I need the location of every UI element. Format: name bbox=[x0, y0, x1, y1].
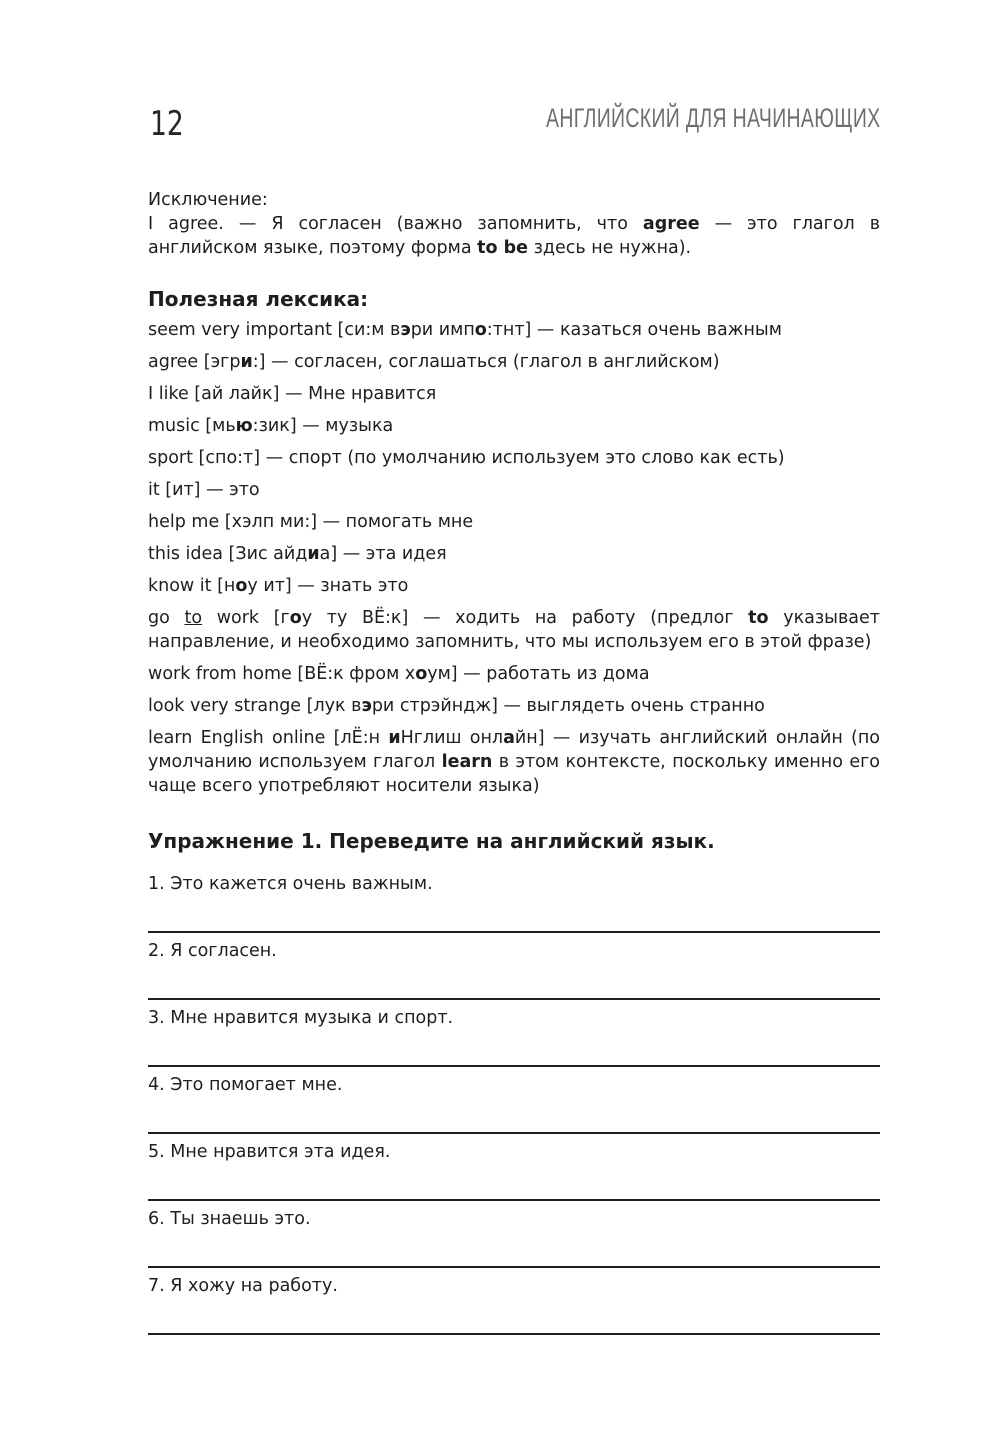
vocabulary-item bbox=[148, 542, 880, 566]
vocab-text: look very strange [лук в bbox=[148, 696, 362, 716]
vocabulary-item bbox=[148, 574, 880, 598]
page-header bbox=[150, 102, 880, 146]
vocab-text: йн] — изучать английский онлайн (по умолчанию используем глагол bbox=[148, 728, 881, 772]
exception-bold-agree: agree bbox=[642, 214, 700, 234]
exception-bold-to-be: to be bbox=[477, 238, 528, 258]
vocabulary-item bbox=[148, 694, 880, 718]
vocabulary-item bbox=[148, 382, 880, 406]
vocab-bold-word: learn bbox=[441, 752, 493, 772]
vocab-text: music [мь bbox=[148, 416, 236, 436]
page-content bbox=[148, 188, 880, 1335]
vocab-text: ум] — работать из дома bbox=[427, 664, 650, 684]
vocab-stress: и bbox=[388, 728, 401, 748]
exercise-item bbox=[148, 1134, 880, 1201]
vocab-stress: э bbox=[361, 696, 372, 716]
exercise-list bbox=[148, 866, 880, 1335]
vocab-text: ри стрэйндж] — выглядеть очень странно bbox=[371, 696, 765, 716]
vocab-stress: а bbox=[503, 728, 515, 748]
exception-text-2: — это глагол в английском языке, поэтому форма bbox=[148, 214, 881, 258]
vocab-text: work [г bbox=[202, 608, 290, 628]
exercise-item bbox=[148, 1000, 880, 1067]
exercise-prompt: 1. Это кажется очень важным. bbox=[148, 874, 433, 894]
vocab-stress: и bbox=[240, 352, 253, 372]
vocab-stress: э bbox=[400, 320, 411, 340]
vocab-text: seem very important [си:м в bbox=[148, 320, 401, 340]
answer-line[interactable] bbox=[148, 1333, 880, 1335]
exercise-prompt: 5. Мне нравится эта идея. bbox=[148, 1142, 391, 1162]
exercise-prompt: 6. Ты знаешь это. bbox=[148, 1209, 311, 1229]
vocab-text: this idea [Зис айд bbox=[148, 544, 308, 564]
exercise-item bbox=[148, 933, 880, 1000]
vocab-text: it [ит] — это bbox=[148, 480, 260, 500]
exercise-heading: Упражнение 1. Переведите на английский язык. bbox=[148, 829, 715, 853]
vocab-text: :тнт] — казаться очень важным bbox=[486, 320, 782, 340]
vocab-text: у ит] — знать это bbox=[247, 576, 409, 596]
vocab-text: go bbox=[148, 608, 185, 628]
vocabulary-heading: Полезная лексика: bbox=[148, 287, 369, 311]
vocab-text: sport [спо:т] — спорт (по умолчанию используем это слово как есть) bbox=[148, 448, 785, 468]
exercise-item bbox=[148, 866, 880, 933]
vocab-bold-word: to bbox=[748, 608, 769, 628]
vocabulary-item bbox=[148, 414, 880, 438]
vocab-underlined: to bbox=[184, 608, 203, 628]
vocab-stress: ю bbox=[235, 416, 253, 436]
exercise-item bbox=[148, 1268, 880, 1335]
vocabulary-list bbox=[148, 318, 880, 798]
vocabulary-item bbox=[148, 662, 880, 686]
vocab-text: work from home [ВЁ:к фром х bbox=[148, 664, 416, 684]
exercise-prompt: 2. Я согласен. bbox=[148, 941, 277, 961]
running-title: АНГЛИЙСКИЙ ДЛЯ НАЧИНАЮЩИХ bbox=[545, 103, 880, 133]
vocabulary-item bbox=[148, 606, 880, 654]
vocab-stress: и bbox=[307, 544, 320, 564]
vocab-stress: о bbox=[474, 320, 487, 340]
vocab-text: :] — согласен, соглашаться (глагол в английском) bbox=[252, 352, 720, 372]
vocab-stress: о bbox=[415, 664, 428, 684]
vocabulary-item bbox=[148, 478, 880, 502]
page-number: 12 bbox=[150, 104, 184, 144]
vocabulary-item bbox=[148, 446, 880, 470]
exercise-prompt: 7. Я хожу на работу. bbox=[148, 1276, 338, 1296]
exception-text-1: I agree. — Я согласен (важно запомнить, что bbox=[148, 214, 643, 234]
vocabulary-item bbox=[148, 726, 880, 798]
vocab-text: learn English online [лЁ:н bbox=[148, 728, 389, 748]
vocab-text: help me [хэлп ми:] — помогать мне bbox=[148, 512, 474, 532]
exception-text-3: здесь не нужна). bbox=[528, 238, 692, 258]
exercise-prompt: 4. Это помогает мне. bbox=[148, 1075, 343, 1095]
vocab-text: у ту ВЁ:к] — ходить на работу (предлог bbox=[301, 608, 749, 628]
vocabulary-item bbox=[148, 318, 880, 342]
vocab-text: в этом контексте, поскольку именно его чаще всего употребляют носители языка) bbox=[148, 752, 880, 796]
vocabulary-item bbox=[148, 350, 880, 374]
exercise-prompt: 3. Мне нравится музыка и спорт. bbox=[148, 1008, 454, 1028]
vocab-text: ри имп bbox=[410, 320, 475, 340]
vocab-text: know it [н bbox=[148, 576, 236, 596]
exercise-item bbox=[148, 1201, 880, 1268]
vocabulary-item bbox=[148, 510, 880, 534]
vocab-text: указывает направление, и необходимо запомнить, что мы используем его в этой фразе) bbox=[148, 608, 880, 652]
vocab-stress: о bbox=[289, 608, 302, 628]
exercise-item bbox=[148, 1067, 880, 1134]
vocab-text: Нглиш онл bbox=[400, 728, 504, 748]
vocab-text: а] — эта идея bbox=[319, 544, 447, 564]
vocab-text: agree [эгр bbox=[148, 352, 241, 372]
exception-text bbox=[148, 212, 880, 260]
vocab-text: :зик] — музыка bbox=[252, 416, 394, 436]
vocab-stress: о bbox=[235, 576, 248, 596]
vocab-text: I like [ай лайк] — Мне нравится bbox=[148, 384, 437, 404]
exception-label: Исключение: bbox=[148, 190, 268, 210]
